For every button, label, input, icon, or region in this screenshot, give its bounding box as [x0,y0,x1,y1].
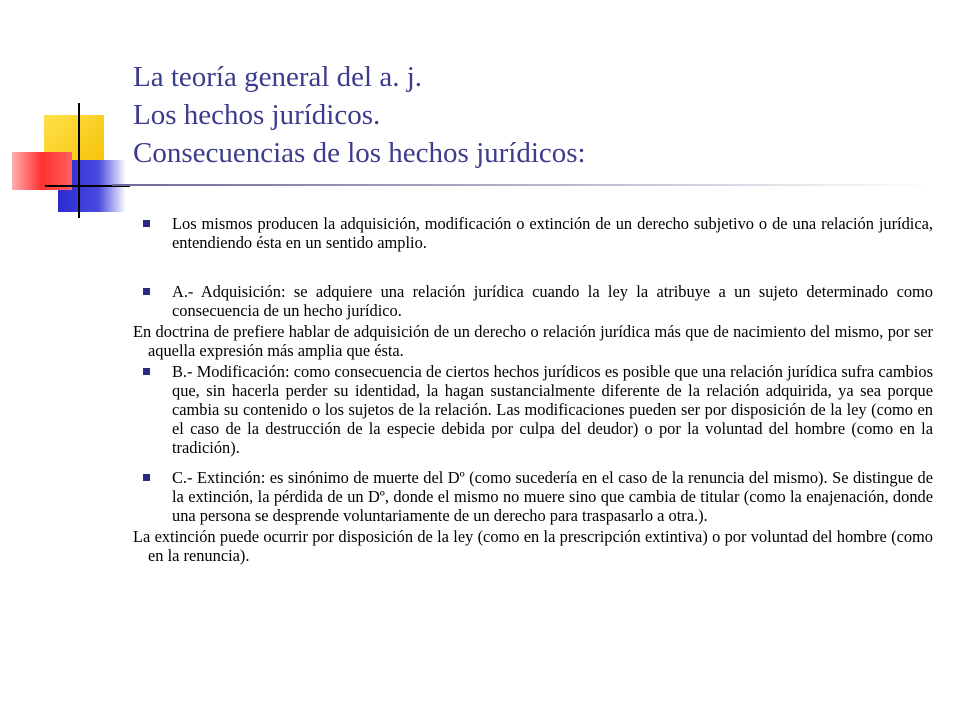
title-line-3: Consecuencias de los hechos jurídicos: [133,137,586,169]
plain-paragraph: En doctrina de prefiere hablar de adquisición de un derecho o relación jurídica más que de nacimiento del mismo, por ser aquella expresión más amplia que ésta. [133,322,933,360]
bullet-paragraph [133,468,933,525]
title-line-1: La teoría general del a. j. [133,61,423,93]
title-divider [112,184,932,186]
plain-paragraph: La extinción puede ocurrir por disposición de la ley (como en la prescripción extintiva) o por voluntad del hombre (como en la renuncia). [133,527,933,565]
decorative-squares-logo [0,0,140,220]
bullet-paragraph [133,362,933,457]
bullet-paragraph [133,214,933,252]
slide-body [133,214,933,565]
bullet-paragraph [133,282,933,320]
paragraph-text: Los mismos producen la adquisición, modificación o extinción de un derecho subjetivo o de una relación jurídica, entendiendo ésta en un sentido amplio. [172,214,933,252]
bullet-square-icon [143,474,150,481]
title-line-2: Los hechos jurídicos. [133,99,381,131]
paragraph-text: B.- Modificación: como consecuencia de ciertos hechos jurídicos es posible que una relación jurídica sufra cambios que, sin hacerla perder su identidad, la hagan sustancialmente diferente de la relación adquirida, ya sea porque cambia su contenido o los sujetos de la relación. Las modificaciones pueden ser por disposición de la ley (como en el caso de la destrucción de la especie debida por culpa del deudor) o por la voluntad del hombre (como en la tradición). [172,362,933,457]
bullet-square-icon [143,368,150,375]
paragraph-text: A.- Adquisición: se adquiere una relación jurídica cuando la ley la atribuye a un sujeto determinado como consecuencia de un hecho jurídico. [172,282,933,320]
slide-title [133,58,933,172]
logo-red-square [12,152,72,190]
paragraph-text: C.- Extinción: es sinónimo de muerte del Dº (como sucedería en el caso de la renuncia del mismo). Se distingue de la extinción, la pérdida de un Dº, donde el mismo no muere sino que cambia de titular (como la enajenación, donde una persona se desprende voluntariamente de un derecho para traspasarlo a otra.). [172,468,933,525]
bullet-square-icon [143,220,150,227]
bullet-square-icon [143,288,150,295]
